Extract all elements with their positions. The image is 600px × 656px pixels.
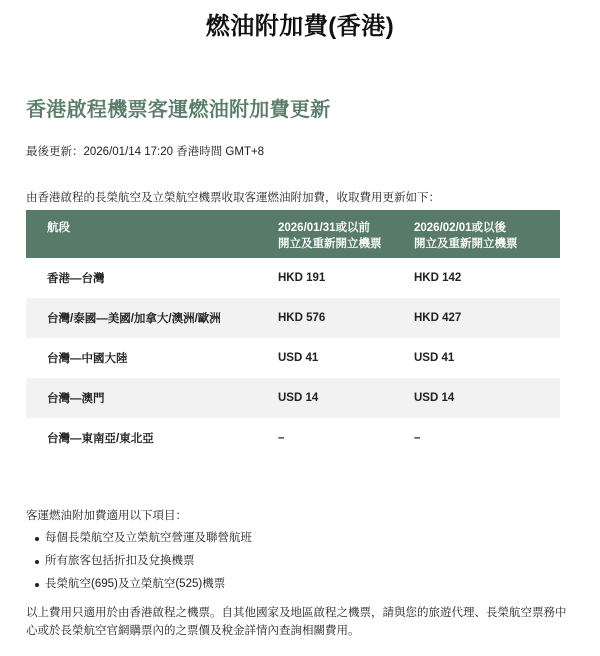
header-after-line2: 開立及重新開立機票 (414, 238, 518, 250)
footer-note: 以上費用只適用於由香港啟程之機票。自其他國家及地區啟程之機票，請與您的旅遊代理、長榮航空票務中心或於長榮航空官網購票內的之票價及稅金詳情內查詢相關費用。 (26, 607, 567, 637)
header-route (26, 210, 278, 258)
bullet-icon (35, 560, 39, 564)
table-row (26, 418, 560, 458)
header-route-label: 航段 (47, 222, 70, 234)
list-item-text: 所有旅客包括折扣及兌換機票 (45, 555, 195, 567)
header-after-date (414, 210, 560, 258)
page-title: 燃油附加費(香港) (205, 13, 395, 40)
header-before-line2: 開立及重新開立機票 (278, 238, 382, 250)
fee-after-cell: HKD 427 (414, 298, 560, 338)
fee-after-cell: USD 41 (414, 352, 455, 364)
table-row (26, 298, 560, 338)
applicability-list (26, 527, 252, 596)
route-cell: 台灣/泰國—美國/加拿大/澳洲/歐洲 (26, 298, 278, 338)
last-updated-text: 最後更新：2026/01/14 17:20 香港時間 GMT+8 (26, 146, 265, 158)
bullet-icon (35, 537, 39, 541)
intro-text: 由香港啟程的長榮航空及立榮航空機票收取客運燃油附加費，收取費用更新如下： (26, 192, 440, 204)
fee-before-cell: USD 41 (278, 352, 319, 364)
fee-after-cell: USD 14 (414, 378, 560, 418)
list-item (26, 527, 252, 550)
header-before-date (278, 210, 414, 258)
bullet-icon (35, 583, 39, 587)
header-after-line1: 2026/02/01或以後 (414, 222, 507, 234)
list-item-text: 每個長榮航空及立榮航空營運及聯營航班 (45, 532, 252, 544)
route-cell: 香港—台灣 (47, 273, 105, 285)
list-item-text: 長榮航空(695)及立榮航空(525)機票 (45, 578, 226, 590)
route-cell: 台灣—中國大陸 (47, 353, 128, 365)
surcharge-table (26, 210, 560, 458)
table-row (26, 378, 560, 418)
route-cell: 台灣—澳門 (26, 378, 278, 418)
fee-after-cell: – (414, 432, 421, 444)
fee-after-cell: HKD 142 (414, 272, 462, 284)
header-before-line1: 2026/01/31或以前 (278, 222, 371, 234)
table-header-row (26, 210, 560, 258)
fee-before-cell: HKD 191 (278, 272, 326, 284)
route-cell: 台灣—東南亞/東北亞 (47, 433, 154, 445)
section-heading: 香港啟程機票客運燃油附加費更新 (26, 99, 331, 121)
list-item (26, 550, 252, 573)
table-row (26, 258, 560, 298)
fee-before-cell: USD 14 (278, 378, 414, 418)
fee-before-cell: HKD 576 (278, 298, 414, 338)
table-row (26, 338, 560, 378)
fee-before-cell: – (278, 432, 285, 444)
notes-intro: 客運燃油附加費適用以下項目： (26, 510, 187, 522)
list-item (26, 573, 252, 596)
